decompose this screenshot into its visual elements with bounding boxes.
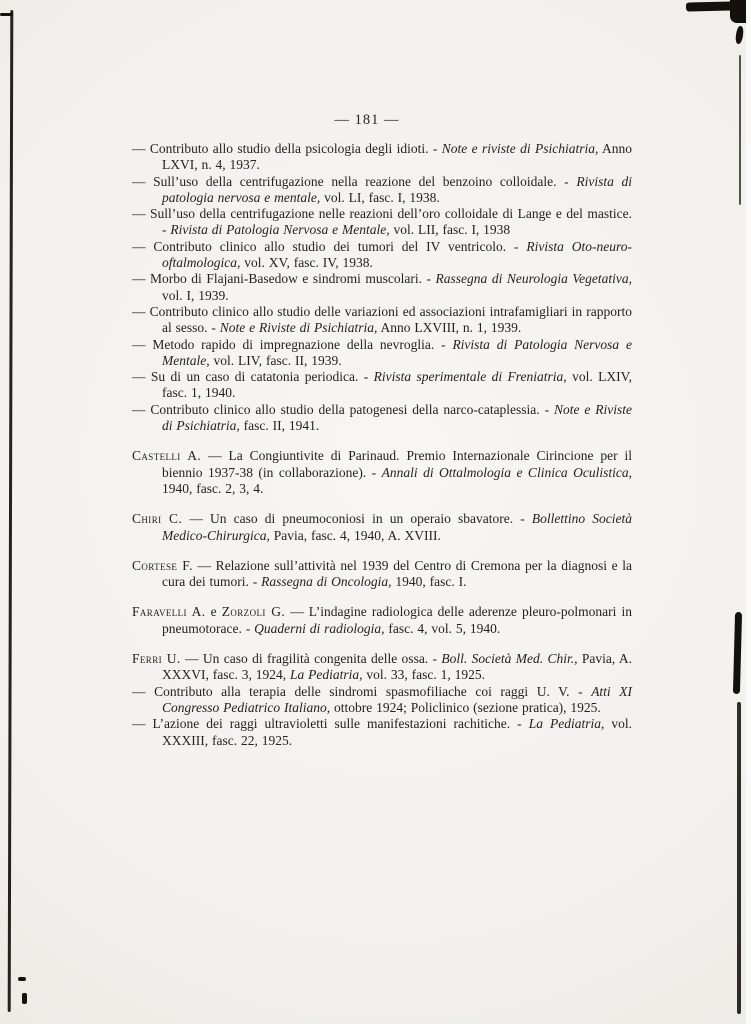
entry-segment-smallcaps: Castelli A.	[132, 448, 202, 464]
entry-segment-roman: — L’azione dei raggi ultravioletti sulle manifestazioni rachitiche. -	[132, 716, 529, 732]
entry-segment-roman: vol. LIV, fasc. II, 1939.	[209, 352, 342, 368]
entry-segment-roman: — Contributo clinico allo studio delle variazioni ed associazioni intrafamigliari in rapporto al sesso. -	[132, 303, 632, 336]
entry-segment-roman: fasc. II, 1941.	[239, 418, 320, 434]
entry-segment-roman: 1940, fasc. I.	[391, 574, 467, 590]
entry-segment-roman: — Metodo rapido di impregnazione della nevroglia. -	[132, 336, 453, 352]
bibliography-entry	[132, 651, 632, 684]
scan-artifact-left-tick	[0, 13, 13, 16]
scan-artifact-top-right-bar	[686, 1, 734, 11]
scan-artifact-bottom-left-2	[22, 993, 27, 1004]
entry-segment-italic: Rivista di Patologia Nervosa e Mentale,	[170, 222, 390, 238]
entry-segment-roman: — Sull’uso della centrifugazione nella reazione del benzoino colloidale. -	[132, 173, 577, 189]
entry-segment-roman: vol. LXIV, fasc. 1, 1940.	[162, 369, 632, 401]
bibliography-entry	[132, 271, 632, 304]
scan-artifact-left-line	[8, 10, 14, 1012]
entry-segment-roman: — L’indagine radiologica delle aderenze pleuro-polmonari in pneumotorace. -	[162, 604, 632, 636]
entry-segment-roman: — Un caso di pneumoconiosi in un operaio sbavatore. -	[182, 511, 532, 527]
scan-artifact-top-right-corner	[730, 0, 751, 23]
bibliography-entry	[132, 716, 632, 749]
entry-segment-roman: Pavia, fasc. 4, 1940, A. XVIII.	[269, 527, 441, 543]
entry-segment-roman: ottobre 1924; Policlinico (sezione pratica), 1925.	[330, 699, 601, 715]
entry-segment-italic: Bollettino Società Medico-Chirurgica,	[162, 511, 632, 543]
entry-segment-roman: e	[205, 604, 222, 620]
entry-segment-roman: vol. 33, fasc. 1, 1925.	[362, 667, 485, 683]
bibliography-entry	[132, 604, 632, 637]
entry-segment-smallcaps: Cortese F.	[132, 557, 193, 573]
entry-segment-roman: — Relazione sull’attività nel 1939 del Centro di Cremona per la diagnosi e la cura dei tumori. -	[162, 557, 632, 590]
entry-segment-roman: — Contributo clinico allo studio dei tumori del IV ventricolo. -	[132, 238, 527, 254]
entry-segment-smallcaps: Faravelli A.	[132, 604, 206, 620]
entry-segment-roman: Anno LXVI, n. 4, 1937.	[162, 141, 633, 173]
entry-segment-roman: Anno LXVIII, n. 1, 1939.	[377, 320, 522, 336]
entry-segment-italic: Rassegna di Neurologia Vegetativa,	[435, 271, 632, 287]
entry-segment-italic: Rivista di Patologia Nervosa e Mentale,	[162, 336, 632, 368]
bibliography-entry	[132, 174, 632, 207]
bibliography-entry	[132, 558, 632, 591]
scan-artifact-top-right-hook	[735, 26, 744, 45]
entry-segment-italic: Note e riviste di Psichiatria,	[441, 141, 599, 156]
entry-segment-italic: Annali di Ottalmologia e Clinica Oculistica,	[381, 464, 633, 480]
entry-segment-italic: La Pediatria,	[528, 716, 605, 732]
bibliography-entry	[132, 304, 632, 337]
entry-segment-roman: Pavia, A. XXXVI, fasc. 3, 1924,	[162, 651, 632, 683]
bibliography-list	[132, 141, 632, 749]
entry-segment-roman: — Sull’uso della centrifugazione nelle reazioni dell’oro colloidale di Lange e del mastice. -	[132, 206, 632, 238]
entry-segment-roman: fasc. 4, vol. 5, 1940.	[384, 620, 501, 636]
entry-segment-italic: Rivista di patologia nervosa e mentale,	[162, 173, 632, 205]
entry-segment-italic: Note e Riviste di Psichiatria,	[219, 320, 378, 336]
bibliography-entry	[132, 239, 632, 272]
bibliography-entry	[132, 369, 632, 402]
scan-artifact-right-line-lower	[737, 702, 741, 1014]
entry-segment-roman: 1940, fasc. 2, 3, 4.	[162, 480, 264, 496]
entry-segment-smallcaps: Ferri U.	[132, 651, 181, 667]
entry-segment-roman: — Contributo alla terapia delle sindromi spasmofiliache coi raggi U. V. -	[132, 683, 592, 699]
bibliography-entry	[132, 402, 632, 435]
entry-segment-italic: Rassegna di Oncologia,	[261, 574, 392, 590]
entry-segment-roman: — La Congiuntivite di Parinaud. Premio Internazionale Cirincione per il biennio 1937-38 (in collaborazione). -	[162, 448, 632, 480]
entry-segment-roman: vol. XXXIII, fasc. 22, 1925.	[162, 716, 632, 748]
entry-segment-roman: — Contributo allo studio della psicologia degli idioti. -	[132, 141, 442, 156]
entry-segment-smallcaps: Chiri C.	[132, 511, 183, 527]
entry-segment-italic: Atti XI Congresso Pediatrico Italiano,	[162, 683, 632, 715]
entry-segment-italic: Rivista Oto-neuro-oftalmologica,	[162, 238, 632, 271]
entry-segment-italic: Rivista sperimentale di Freniatria,	[373, 369, 567, 385]
scan-artifact-right-line-upper	[739, 55, 741, 205]
entry-segment-smallcaps: Zorzoli G.	[221, 604, 286, 620]
scanner-background-edge	[746, 0, 751, 1024]
entry-segment-roman: — Contributo clinico allo studio della patogenesi della narco-cataplessia. -	[132, 401, 554, 417]
entry-segment-roman: vol. LI, fasc. I, 1938.	[320, 189, 440, 205]
scan-artifact-right-blob-mid	[733, 612, 742, 694]
entry-segment-roman: — Un caso di fragilità congenita delle ossa. -	[180, 651, 442, 667]
scan-artifact-bottom-left-1	[18, 977, 26, 981]
entry-segment-roman: vol. LII, fasc. I, 1938	[389, 222, 511, 238]
entry-segment-roman: vol. I, 1939.	[162, 287, 229, 303]
bibliography-entry	[132, 206, 632, 239]
entry-segment-italic: Boll. Società Med. Chir.,	[441, 651, 578, 667]
bibliography-entry	[132, 511, 632, 544]
entry-segment-italic: Note e Riviste di Psichiatria,	[162, 401, 632, 434]
page-number: — 181 —	[334, 112, 400, 128]
bibliography-entry	[132, 684, 632, 717]
entry-segment-italic: La Pediatria,	[289, 667, 363, 683]
bibliography-entry	[132, 448, 632, 497]
bibliography-entry	[132, 141, 632, 174]
entry-segment-roman: — Su di un caso di catatonia periodica. -	[132, 369, 374, 385]
entry-segment-italic: Quaderni di radiologia,	[254, 620, 385, 636]
bibliography-entry	[132, 337, 632, 370]
entry-segment-roman: — Morbo di Flajani-Basedow e sindromi muscolari. -	[132, 271, 436, 287]
entry-segment-roman: vol. XV, fasc. IV, 1938.	[240, 255, 373, 271]
